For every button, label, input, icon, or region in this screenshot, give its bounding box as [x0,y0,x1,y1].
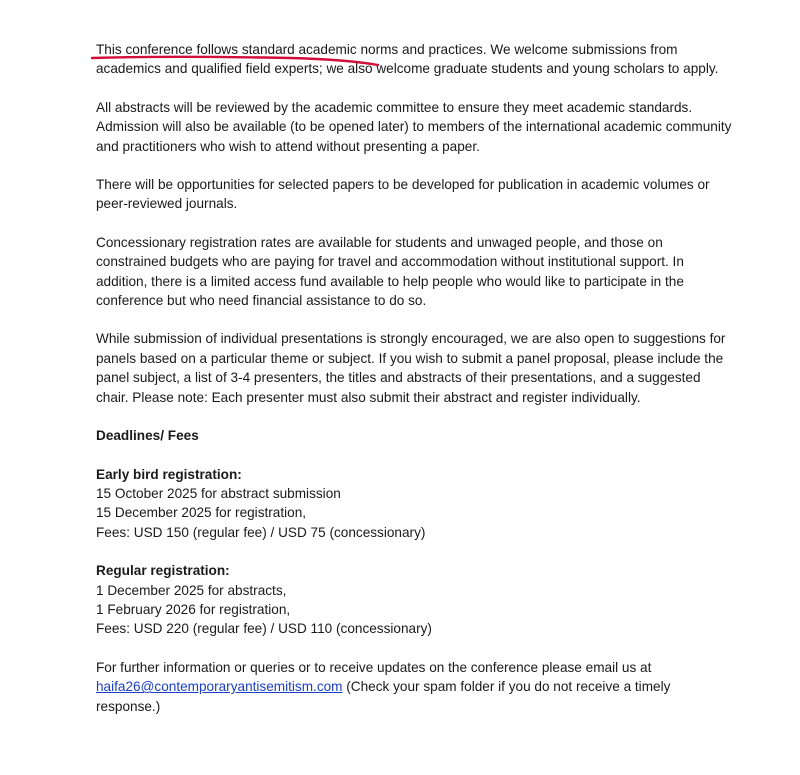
early-bird-registration-date: 15 December 2025 for registration, [96,505,307,521]
regular-registration-date: 1 February 2026 for registration, [96,601,291,617]
early-bird-fees: Fees: USD 150 (regular fee) / USD 75 (concessionary) [96,524,426,540]
regular-fees: Fees: USD 220 (regular fee) / USD 110 (concessionary) [96,621,432,637]
early-bird-abstract-date: 15 October 2025 for abstract submission [96,485,341,501]
regular-title: Regular registration: [96,563,230,579]
paragraph-panels: While submission of individual presentations is strongly encouraged, we are also open to suggestions for panels based on a particular theme or subject. If you wish to submit a panel proposal, please include the panel subject, a list of 3-4 presenters, the titles and abstracts of their presentations, and a suggested chair. Please note: Each presenter must also submit their abstract and register individually. [96,331,726,405]
regular-section [96,561,736,639]
early-bird-title: Early bird registration: [96,466,242,482]
paragraph-publication: There will be opportunities for selected papers to be developed for publication in academic volumes or peer-reviewed journals. [96,177,710,212]
document-body [96,40,736,716]
regular-abstract-date: 1 December 2025 for abstracts, [96,582,287,598]
paragraph-norms: This conference follows standard academic norms and practices. We welcome submissions from academics and qualified field experts; we also welcome graduate students and young scholars to apply. [96,42,719,77]
deadlines-heading: Deadlines/ Fees [96,428,199,444]
early-bird-section [96,465,736,543]
contact-email-link[interactable]: haifa26@contemporaryantisemitism.com [96,679,343,695]
contact-paragraph [96,658,736,716]
contact-intro: For further information or queries or to receive updates on the conference please email us at [96,659,652,675]
paragraph-concessionary: Concessionary registration rates are available for students and unwaged people, and those on constrained budgets who are paying for travel and accommodation without institutional support. In addition, there is a limited access fund available to help people who would like to participate in the conference but who need financial assistance to do so. [96,234,684,309]
contact-note: (Check your spam folder if you do not receive a timely response.) [96,679,671,714]
paragraph-review: All abstracts will be reviewed by the academic committee to ensure they meet academic standards. Admission will also be available (to be opened later) to members of the international academic community and practitioners who wish to attend without presenting a paper. [96,99,732,154]
